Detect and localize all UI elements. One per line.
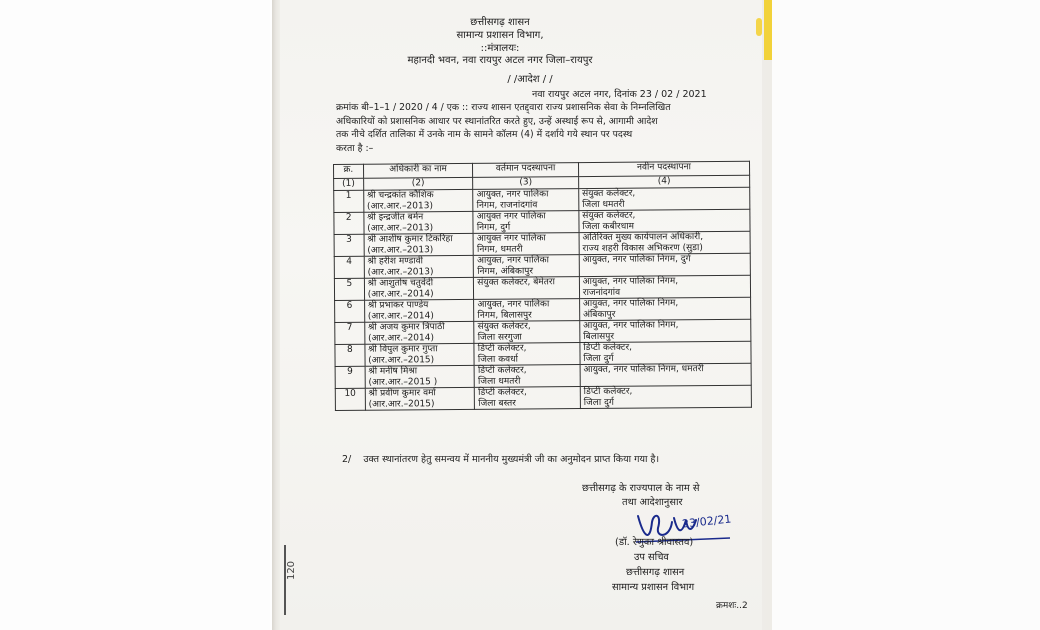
row-new-posting [579,297,750,320]
note-text: उक्त स्थानांतरण हेतु समन्वय में माननीय मुख्यमंत्री जी का अनुमोदन प्राप्त किया गया है। [363,454,660,465]
table-row [334,231,750,256]
row-current-posting-line: निगम, अंबिकापुर [477,265,534,277]
transfer-table [333,161,752,411]
row-current-posting-line: आयुक्त नगर पालिका [476,211,546,222]
row-new-posting-line: आयुक्त, नगर पालिका निगम, [582,276,679,288]
header-govt: छत्तीसगढ़ शासन [470,17,530,28]
row-new-posting-line: संयुक्त कलेक्टर, [582,210,636,222]
row-current-posting [474,343,580,366]
note-number: 2/ [342,454,352,465]
row-current-posting-line: जिला कवर्धा [477,354,518,365]
row-new-posting-line: डिप्टी कलेक्टर, [583,386,633,398]
body-line: अधिकारियों को प्रशासनिक आधार पर स्थानांतरित करते हुए, उन्हें अस्थाई रूप से, आगामी आदेश [336,115,658,127]
row-serial: 4 [334,256,364,278]
row-new-posting [579,231,750,254]
margin-mark: 120 [284,545,296,615]
row-new-posting-line: आयुक्त, नगर पालिका निगम, [582,298,679,310]
row-current-posting [473,233,579,256]
table-row [334,253,750,278]
sign-line-2: तथा आदेशानुसार [622,497,683,508]
left-background [0,0,270,630]
table-row [335,341,751,366]
row-new-posting-line: जिला दुर्ग [583,397,614,408]
body-line: तक नीचे दर्शित तालिका में उनके नाम के सामने कॉलम (4) में दर्शाये गये स्थान पर पदस्थ [336,129,633,140]
row-officer-name-line: (आर.आर.–2014) [367,310,434,322]
row-serial: 10 [335,388,365,410]
row-new-posting-line: आयुक्त, नगर पालिका निगम, [583,320,679,332]
row-new-posting-line: संयुक्त कलेक्टर, [582,188,636,200]
row-current-posting-line: आयुक्त, नगर पालिका [477,255,549,266]
row-officer-name [365,387,475,410]
body-line: करता है :– [336,142,374,154]
table-row [335,297,751,322]
row-serial: 9 [335,366,365,388]
row-current-posting [473,211,579,234]
row-current-posting-line: संयुक्त कलेक्टर, [477,321,531,332]
row-officer-name [364,233,474,256]
row-officer-name-line: श्री प्रवीण कुमार वर्मा [368,388,436,399]
row-new-posting [580,341,751,364]
row-new-posting-line: अतिरिक्त मुख्य कार्यपालन अधिकारी, [582,232,704,244]
header-sn: क्र. [334,164,364,178]
row-officer-name-line: श्री आशुतोष चतुर्वेदी [367,278,434,289]
col-number: (3) [473,177,579,190]
sign-line-1: छत्तीसगढ़ के राज्यपाल के नाम से [582,483,700,494]
col-number: (4) [578,175,749,188]
row-officer-name-line: श्री आशीष कुमार टिकरिहा [367,234,453,245]
row-officer-name-line: श्री हरीश मण्डावी [367,256,423,267]
row-serial: 2 [334,212,364,234]
row-officer-name-line: (आर.आर.–2015) [368,354,435,366]
row-officer-name-line: श्री अजय कुमार त्रिपाठी [367,322,445,333]
row-new-posting-line: आयुक्त, नगर पालिका निगम, धमतरी [583,364,704,376]
right-background [772,0,1040,630]
row-new-posting [579,253,750,276]
signature-date: 23/02/21 [681,512,732,531]
yellow-folder-edge [764,0,772,60]
row-current-posting-line: डिप्टी कलेक्टर, [477,343,527,354]
row-officer-name-line: श्री चन्द्रकांत कौशिक [366,190,434,201]
row-current-posting-line: आयुक्त, नगर पालिका [477,299,550,310]
row-officer-name-line: (आर.आर.–2014) [367,288,434,300]
row-new-posting [580,319,751,342]
row-new-posting-line: जिला दुर्ग [583,353,614,364]
row-current-posting-line: निगम, राजनांदगांव [476,199,538,211]
header-department: सामान्य प्रशासन विभाग, [456,30,544,41]
order-body [336,101,754,155]
row-new-posting-line: बिलासपुर [583,331,615,342]
row-new-posting-line: आयुक्त, नगर पालिका निगम, दुर्ग [582,254,691,266]
row-officer-name-line: (आर.आर.–2013) [367,222,434,234]
row-officer-name [365,343,475,366]
row-current-posting-line: निगम, दुर्ग [476,222,511,233]
header-current: वर्तमान पदस्थापना [473,163,579,178]
row-serial: 6 [335,300,365,322]
signatory-department: सामान्य प्रशासन विभाग [612,582,695,593]
row-current-posting [474,277,580,300]
table-row [334,275,750,300]
body-line: क्रमांक बी–1–1 / 2020 / 4 / एक :: राज्य शासन एतद्द्वारा राज्य प्रशासनिक सेवा के निम्नलिखित [336,102,671,113]
order-date: नवा रायपुर अटल नगर, दिनांक 23 / 02 / 2021 [532,89,707,100]
row-serial: 7 [335,322,365,344]
row-new-posting [579,187,750,210]
row-new-posting-line: अंबिकापुर [583,309,616,320]
row-serial: 1 [334,190,364,212]
row-officer-name [364,211,474,234]
row-new-posting [579,275,750,298]
header-new: नवीन पदस्थापना [578,161,749,176]
row-current-posting-line: जिला धमतरी [478,376,521,387]
row-current-posting-line: जिला सरगुजा [477,332,522,343]
row-officer-name-line: श्री विपुल कुमार गुप्ता [368,344,438,355]
row-current-posting [474,255,580,278]
row-officer-name-line: श्री मनीष मिश्रा [368,366,418,377]
row-new-posting [579,209,750,232]
row-officer-name [364,277,474,300]
row-officer-name-line: श्री इन्द्रजीत बर्मन [367,212,424,223]
row-serial: 5 [334,278,364,300]
row-officer-name-line: (आर.आर.–2014) [368,332,435,344]
yellow-folder-edge-tab [756,18,762,36]
table-row [334,209,750,234]
col-number: (1) [334,178,364,190]
row-current-posting-line: आयुक्त, नगर पालिका [476,189,549,200]
row-current-posting-line: निगम, बिलासपुर [477,309,532,321]
row-officer-name-line: (आर.आर.–2013) [366,200,433,212]
header-ministry: ::मंत्रालयः: [480,43,520,54]
row-current-posting [473,189,579,212]
signatory-govt: छत्तीसगढ़ शासन [626,567,685,578]
table-row [334,187,750,212]
row-serial: 8 [335,344,365,366]
row-new-posting-line: राजनांदगांव [582,287,621,298]
col-number: (2) [363,177,473,190]
row-current-posting [474,299,580,322]
row-current-posting-line: डिप्टी कलेक्टर, [478,387,527,398]
row-new-posting-line: डिप्टी कलेक्टर, [583,342,633,354]
row-officer-name-line: (आर.आर.–2015) [368,398,435,410]
row-officer-name [363,189,473,212]
row-current-posting [475,387,581,410]
row-officer-name-line: (आर.आर.–2013) [367,244,434,256]
row-current-posting-line: निगम, धमतरी [476,244,523,255]
row-serial: 3 [334,234,364,256]
row-current-posting [474,365,580,388]
row-officer-name-line: श्री प्रभाकर पाण्डेय [367,300,429,311]
row-new-posting [580,363,751,386]
row-officer-name [364,255,474,278]
note [342,452,659,465]
row-officer-name-line: (आर.आर.–2015 ) [368,376,438,388]
signatory-designation: उप सचिव [634,552,669,563]
row-officer-name [365,365,475,388]
table-row [335,363,751,388]
row-current-posting-line: संयुक्त कलेक्टर, बेमेतरा [477,277,555,288]
signatory-name: (डॉ. रेणुका श्रीवास्तव) [615,537,694,548]
table-row [335,319,751,344]
row-current-posting-line: जिला बस्तर [478,398,517,409]
row-current-posting-line: डिप्टी कलेक्टर, [477,365,527,376]
row-new-posting-line: राज्य शहरी विकास अभिकरण (सुडा) [582,242,703,254]
row-officer-name [364,299,474,322]
row-new-posting-line: जिला कबीरधाम [582,221,635,232]
continuation-note: क्रमशः..2 [716,601,748,611]
order-title: / /आदेश / / [507,74,553,85]
row-new-posting [580,385,751,408]
row-current-posting [474,321,580,344]
header-address: महानदी भवन, नवा रायपुर अटल नगर जिला–रायपुर [407,55,593,66]
row-officer-name [364,321,474,344]
table-body [334,187,752,410]
row-new-posting-line: जिला धमतरी [582,199,625,210]
row-current-posting-line: आयुक्त नगर पालिका [476,233,546,244]
header-name: अधिकारी का नाम [363,163,473,178]
row-officer-name-line: (आर.आर.–2013) [367,266,434,278]
table-row [335,385,751,410]
